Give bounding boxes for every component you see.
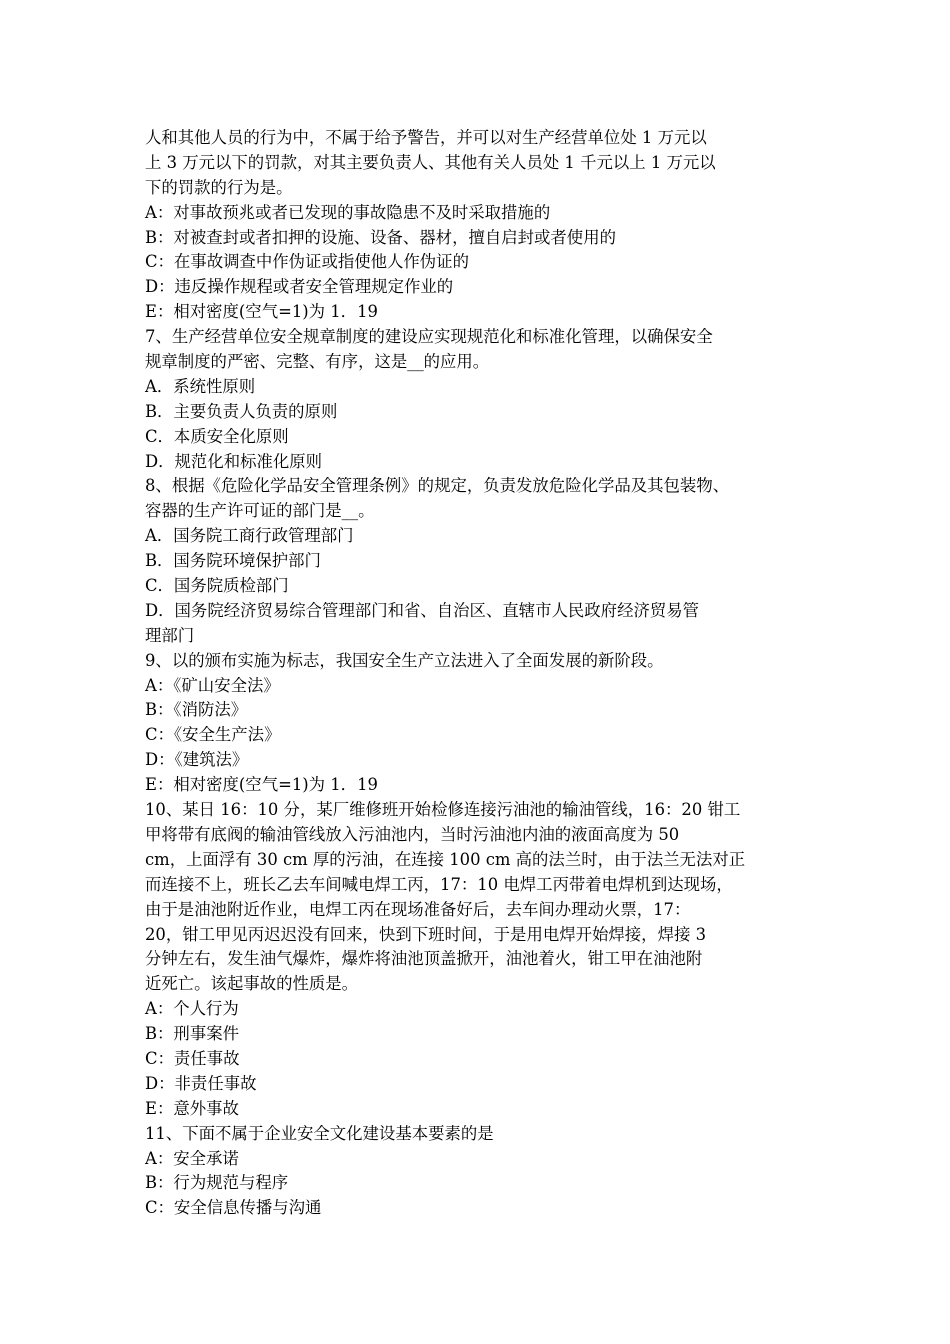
text-line: B：《消防法》 (145, 700, 248, 720)
text-line: A：《矿山安全法》 (145, 675, 280, 695)
text-line: 容器的生产许可证的部门是__。 (145, 501, 375, 521)
text-line: E：相对密度(空气=1)为 1．19 (145, 302, 378, 322)
text-line: D：违反操作规程或者安全管理规定作业的 (145, 277, 454, 297)
text-line: C：《安全生产法》 (145, 725, 281, 745)
text-line: A．国务院工商行政管理部门 (145, 526, 354, 546)
text-line: E：意外事故 (145, 1098, 239, 1118)
text-line: A：安全承诺 (145, 1148, 239, 1168)
text-line: 9、以的颁布实施为标志，我国安全生产立法进入了全面发展的新阶段。 (145, 650, 664, 670)
text-line: 10、某日 16：10 分，某厂维修班开始检修连接污油池的输油管线，16：20 钳工 (145, 800, 741, 820)
document-body (145, 126, 825, 1221)
text-line: 下的罚款的行为是。 (145, 177, 293, 197)
text-line: cm，上面浮有 30 cm 厚的污油，在连接 100 cm 高的法兰时，由于法兰无法对正 (145, 849, 746, 869)
text-line: C：在事故调查中作伪证或指使他人作伪证的 (145, 252, 469, 272)
text-line: 上 3 万元以下的罚款，对其主要负责人、其他有关人员处 1 千元以上 1 万元以 (145, 152, 716, 172)
text-line: 分钟左右，发生油气爆炸，爆炸将油池顶盖掀开，油池着火，钳工甲在油池附 (145, 949, 703, 969)
text-line: B．国务院环境保护部门 (145, 551, 321, 571)
text-line: D：非责任事故 (145, 1073, 257, 1093)
text-line: E：相对密度(空气=1)为 1．19 (145, 775, 378, 795)
text-line: C．国务院质检部门 (145, 576, 289, 596)
text-line: 由于是油池附近作业，电焊工丙在现场准备好后，去车间办理动火票，17： (145, 899, 691, 919)
text-line: B．主要负责人负责的原则 (145, 401, 338, 421)
text-line: 规章制度的严密、完整、有序，这是__的应用。 (145, 352, 490, 372)
text-line: B：行为规范与程序 (145, 1173, 289, 1193)
text-line: 理部门 (145, 625, 195, 645)
text-line: C：责任事故 (145, 1048, 240, 1068)
text-line: B：对被查封或者扣押的设施、设备、器材，擅自启封或者使用的 (145, 227, 616, 247)
text-line: C．本质安全化原则 (145, 426, 289, 446)
text-line: A．系统性原则 (145, 376, 256, 396)
text-line: 近死亡。该起事故的性质是。 (145, 974, 359, 994)
text-line: D：《建筑法》 (145, 750, 249, 770)
text-line: 7、生产经营单位安全规章制度的建设应实现规范化和标准化管理，以确保安全 (145, 327, 713, 347)
text-line: 人和其他人员的行为中，不属于给予警告，并可以对生产经营单位处 1 万元以 (145, 128, 707, 147)
text-line: A：对事故预兆或者已发现的事故隐患不及时采取措施的 (145, 202, 551, 222)
text-line: D．规范化和标准化原则 (145, 451, 323, 471)
text-line: B：刑事案件 (145, 1024, 239, 1044)
text-line: 8、根据《危险化学品安全管理条例》的规定，负责发放危险化学品及其包装物、 (145, 476, 730, 496)
text-line: D．国务院经济贸易综合管理部门和省、自治区、直辖市人民政府经济贸易管 (145, 600, 700, 620)
text-line: 11、下面不属于企业安全文化建设基本要素的是 (145, 1123, 494, 1143)
text-line: 甲将带有底阀的输油管线放入污油池内，当时污油池内油的液面高度为 50 (145, 824, 680, 844)
text-line: 而连接不上，班长乙去车间喊电焊工丙，17：10 电焊工丙带着电焊机到达现场， (145, 874, 733, 894)
text-line: C：安全信息传播与沟通 (145, 1198, 322, 1218)
text-line: 20，钳工甲见丙迟迟没有回来，快到下班时间，于是用电焊开始焊接，焊接 3 (145, 924, 706, 944)
text-line: A：个人行为 (145, 999, 239, 1019)
